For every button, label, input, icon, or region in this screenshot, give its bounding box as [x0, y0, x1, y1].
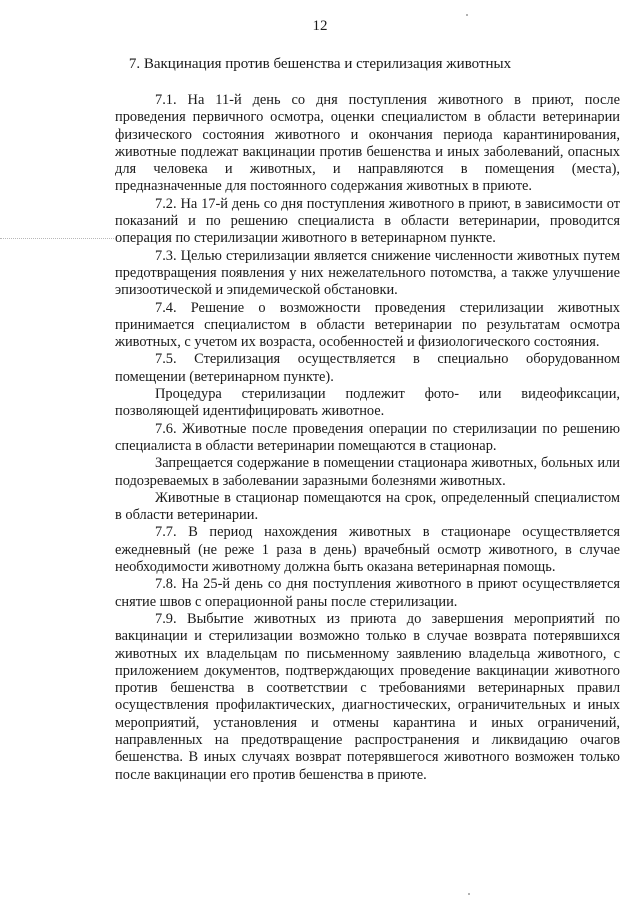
scan-speck [468, 893, 470, 895]
paragraph-7-5: 7.5. Стерилизация осуществляется в специально оборудованном помещении (ветеринарном пункте). [115, 351, 620, 385]
page-number: 12 [312, 18, 328, 34]
paragraph-7-5-procedure: Процедура стерилизации подлежит фото- или видеофиксации, позволяющей идентифицировать животное. [115, 386, 620, 420]
paragraph-7-6: 7.6. Животные после проведения операции по стерилизации по решению специалиста в области ветеринарии помещаются в стационар. [115, 420, 620, 454]
document-body [115, 92, 620, 784]
paragraph-7-4: 7.4. Решение о возможности проведения стерилизации животных принимается специалистом в области ветеринарии по результатам осмотра животных, с учетом их возраста, особенностей и физиологического состояния. [115, 299, 620, 351]
paragraph-7-3: 7.3. Целью стерилизации является снижение численности животных путем предотвращения появления у них нежелательного потомства, а также улучшение эпизоотической и эпидемической обстановки. [115, 247, 620, 299]
paragraph-7-2: 7.2. На 17-й день со дня поступления животного в приют, в зависимости от показаний и по решению специалиста в области ветеринарии, проводится операция по стерилизации животного в ветеринарном пункте. [115, 195, 620, 247]
paragraph-7-1: 7.1. На 11-й день со дня поступления животного в приют, после проведения первичного осмотра, оценки специалистом в области ветеринарии физического состояния животного и окончания периода карантинирования, животные подлежат вакцинации против бешенства и иных заболеваний, опасных для человека и животных, и направляются в помещения (места), предназначенные для постоянного содержания животных в приюте. [115, 92, 620, 195]
paragraph-7-8: 7.8. На 25-й день со дня поступления животного в приют осуществляется снятие швов с операционной раны после стерилизации. [115, 576, 620, 610]
paragraph-7-6-term: Животные в стационар помещаются на срок, определенный специалистом в области ветеринарии. [115, 489, 620, 524]
paragraph-7-6-prohibition: Запрещается содержание в помещении стационара животных, больных или подозреваемых в заболевании заразными болезнями животных. [115, 455, 620, 489]
scan-artifact [0, 238, 114, 241]
section-title: 7. Вакцинация против бешенства и стерилизация животных [128, 56, 512, 72]
scan-speck [466, 14, 468, 16]
paragraph-7-7: 7.7. В период нахождения животных в стационаре осуществляется ежедневный (не реже 1 раза в день) врачебный осмотр животного, в случае необходимости животному должна быть оказана ветеринарная помощь. [115, 524, 620, 576]
paragraph-7-9: 7.9. Выбытие животных из приюта до завершения мероприятий по вакцинации и стерилизации возможно только в случае возврата потерявшихся животных их владельцам по письменному заявлению владельца животного, с приложением документов, подтверждающих проведение вакцинации животного против бешенства в соответствии с требованиями ветеринарных правил осуществления профилактических, диагностических, ограничительных и иных мероприятий, установления и отмены карантина и иных ограничений, направленных на предотвращение распространения и ликвидацию очагов бешенства. В иных случаях возврат потерявшегося животного возможен только после вакцинации его против бешенства в приюте. [115, 610, 620, 783]
